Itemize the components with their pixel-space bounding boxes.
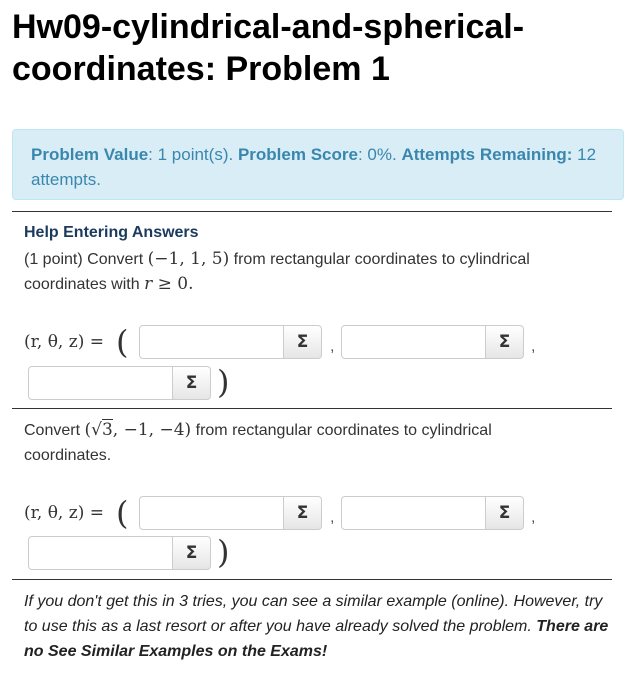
part2-comma-1: , <box>330 509 335 526</box>
exam-warning: There are no See Similar Examples on the Exams! <box>24 618 609 660</box>
similar-example-note <box>24 589 614 664</box>
divider-part2 <box>12 579 612 580</box>
part2-close-paren: ) <box>217 533 230 571</box>
part1-answer-label: (r, θ, z) = <box>24 332 104 352</box>
part1-middle: from rectangular coordinates to cylindrical <box>233 251 530 268</box>
part1-comma-2: , <box>531 338 536 355</box>
part2-prefix: Convert <box>24 422 81 439</box>
part2-theta-input[interactable] <box>341 496 486 530</box>
part1-z-input[interactable] <box>28 366 173 400</box>
part2-middle: from rectangular coordinates to cylindrical <box>195 422 492 439</box>
part2-point <box>84 419 191 440</box>
part2-z-input[interactable] <box>28 536 173 570</box>
part1-theta-input[interactable] <box>341 325 486 359</box>
sqrt-argument: 3 <box>101 420 113 440</box>
part1-close-paren: ) <box>217 363 230 401</box>
divider-top <box>12 211 612 212</box>
part1-prefix: (1 point) Convert <box>24 251 144 268</box>
part1-comma-1: , <box>330 338 335 355</box>
part1-question <box>24 247 604 297</box>
part2-question <box>24 418 604 468</box>
part1-r-input[interactable] <box>139 325 284 359</box>
part2-line2: coordinates. <box>24 447 112 464</box>
part1-z-equation-editor-button[interactable]: Σ <box>173 366 211 400</box>
part1-condition-r: r <box>144 274 153 294</box>
part1-condition-rest: ≥ 0. <box>152 274 194 294</box>
similar-example-text: If you don't get this in 3 tries, you can see a similar example (online). However, try to use this as a last resort or after you have already solved the problem. <box>24 593 603 635</box>
part2-theta-equation-editor-button[interactable]: Σ <box>486 496 524 530</box>
part2-comma-2: , <box>531 509 536 526</box>
part2-z-equation-editor-button[interactable]: Σ <box>173 536 211 570</box>
sqrt-symbol: √ <box>91 420 102 440</box>
page-title-line-1: Hw09-cylindrical-and-spherical- <box>12 8 525 46</box>
page-title-line-2: coordinates: Problem 1 <box>12 50 390 88</box>
problem-value-text: : 1 point(s). <box>148 145 234 164</box>
part1-condition <box>144 274 193 294</box>
divider-part1 <box>12 408 612 409</box>
part1-theta-equation-editor-button[interactable]: Σ <box>486 325 524 359</box>
part1-point: (−1, 1, 5) <box>147 249 230 269</box>
part2-answer-label: (r, θ, z) = <box>24 503 104 523</box>
part2-open-paren: ( <box>116 494 129 532</box>
attempts-remaining-label: Attempts Remaining: <box>401 145 573 164</box>
help-entering-answers-link[interactable]: Help Entering Answers <box>24 224 199 241</box>
part1-line2: coordinates with <box>24 276 140 293</box>
part2-r-equation-editor-button[interactable]: Σ <box>284 496 322 530</box>
part2-r-input[interactable] <box>139 496 284 530</box>
problem-value-label: Problem Value <box>31 145 149 164</box>
part2-point-open: ( <box>84 420 92 440</box>
problem-status-box <box>12 129 624 200</box>
part1-r-equation-editor-button[interactable]: Σ <box>284 325 322 359</box>
part2-point-rest: , −1, −4) <box>112 420 192 440</box>
page-title <box>12 6 624 90</box>
problem-score-label: Problem Score <box>237 145 358 164</box>
problem-score-text: : 0%. <box>357 145 397 164</box>
attempts-remaining-text: 12 attempts. <box>31 145 597 189</box>
part1-open-paren: ( <box>116 323 129 361</box>
